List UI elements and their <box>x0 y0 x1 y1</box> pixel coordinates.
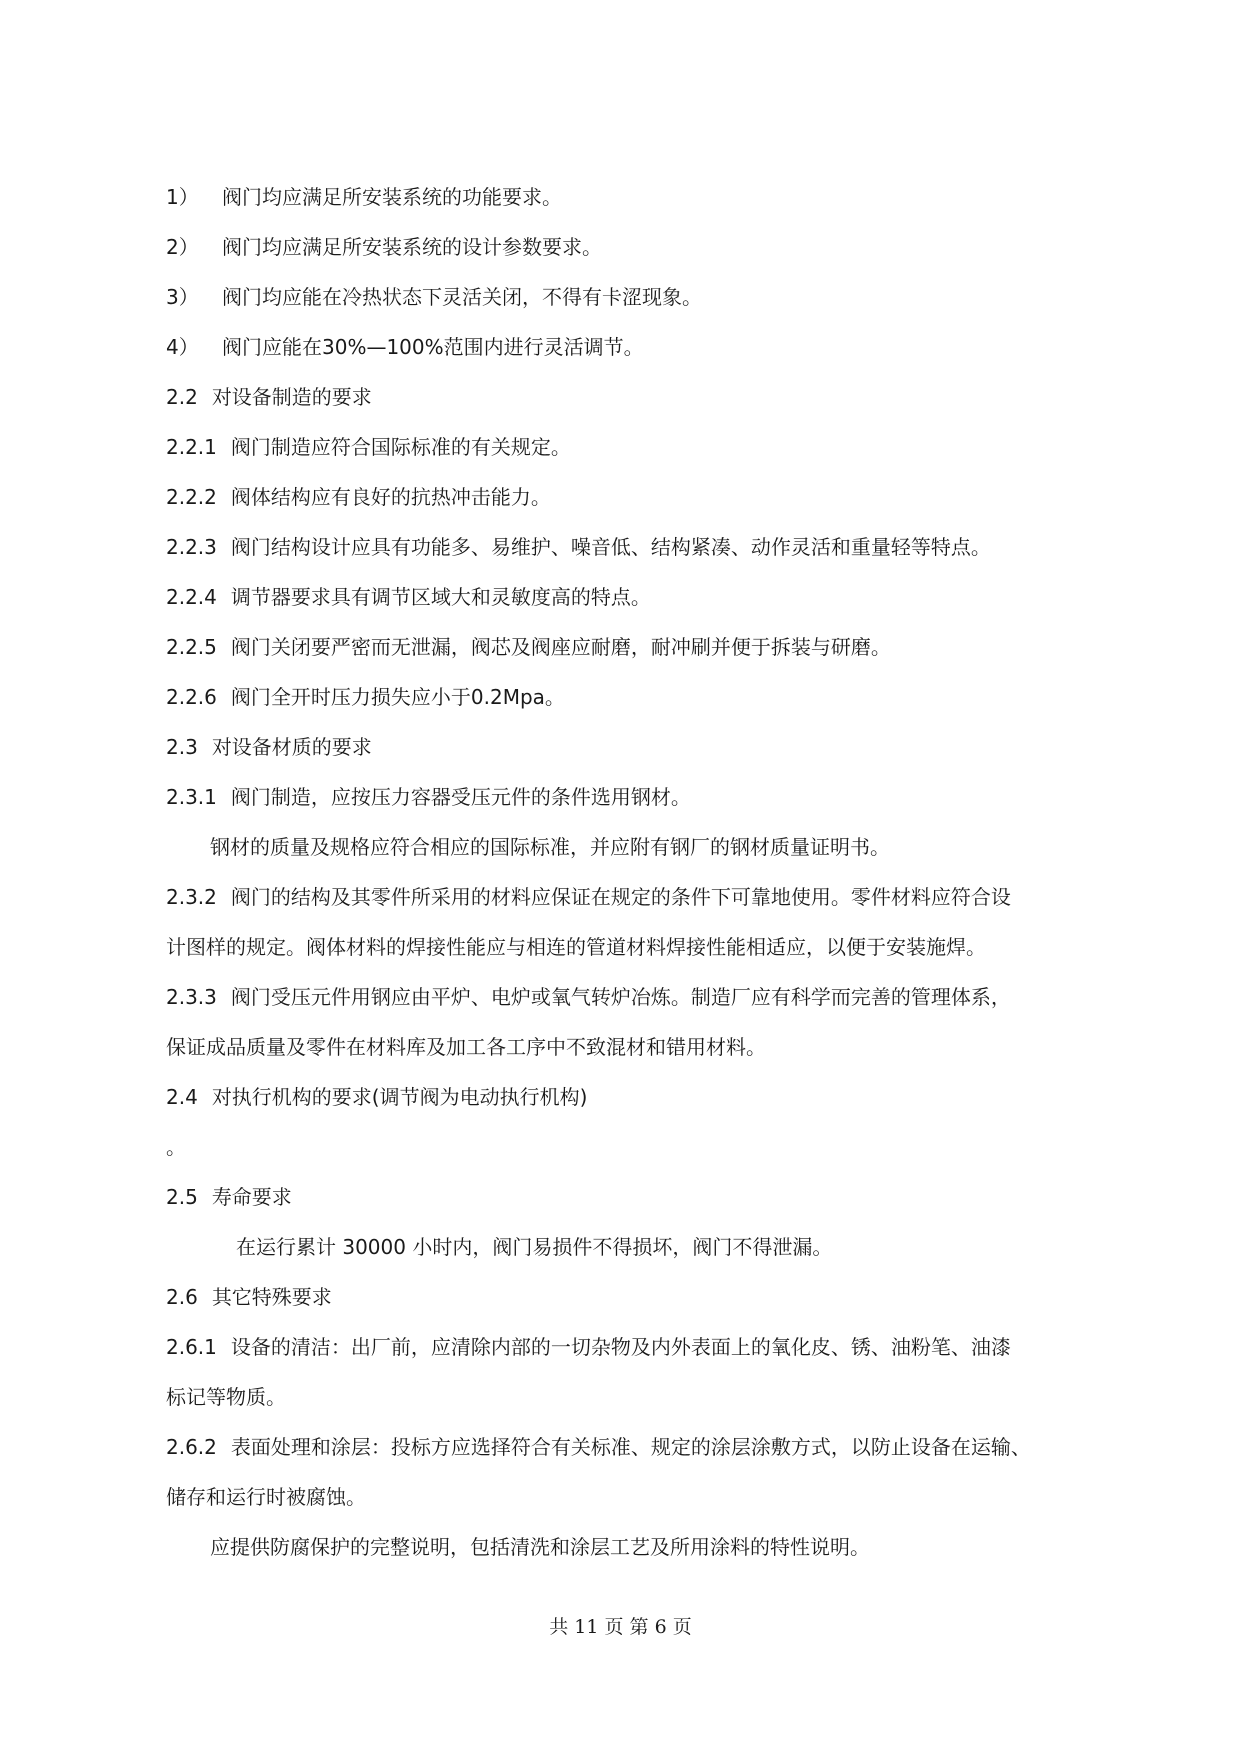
section-heading <box>166 372 1091 422</box>
section-number: 2.6 <box>166 1285 198 1309</box>
clause-text: 表面处理和涂层：投标方应选择符合有关标准、规定的涂层涂敷方式，以防止设备在运输、 <box>230 1435 1031 1459</box>
clause-continuation <box>166 1022 1091 1072</box>
clause-text: 阀门制造应符合国际标准的有关规定。 <box>230 435 571 459</box>
list-item <box>166 272 1091 322</box>
clause-text: 调节器要求具有调节区域大和灵敏度高的特点。 <box>230 585 651 609</box>
clause-text: 阀门全开时压力损失应小于0.2Mpa。 <box>230 685 565 709</box>
clause-number: 2.2.1 <box>166 435 217 459</box>
section-title: 对设备制造的要求 <box>211 385 372 409</box>
clause-text: 计图样的规定。阀体材料的焊接性能应与相连的管道材料焊接性能相适应，以便于安装施焊。 <box>166 935 986 959</box>
paragraph-line <box>166 1222 1091 1272</box>
clause <box>166 472 1091 522</box>
section-title: 对设备材质的要求 <box>211 735 372 759</box>
list-number: 2） <box>166 235 199 259</box>
clause-text: 储存和运行时被腐蚀。 <box>166 1485 366 1509</box>
clause-text: 阀体结构应有良好的抗热冲击能力。 <box>230 485 551 509</box>
clause <box>166 972 1091 1022</box>
list-text: 阀门均应满足所安装系统的设计参数要求。 <box>222 235 602 259</box>
clause <box>166 422 1091 472</box>
section-heading <box>166 1072 1091 1122</box>
section-number: 2.2 <box>166 385 198 409</box>
list-number: 4） <box>166 335 199 359</box>
clause-number: 2.2.3 <box>166 535 217 559</box>
list-item <box>166 172 1091 222</box>
section-heading <box>166 1172 1091 1222</box>
list-number: 3） <box>166 285 199 309</box>
clause-text: 保证成品质量及零件在材料库及加工各工序中不致混材和错用材料。 <box>166 1035 766 1059</box>
list-item <box>166 322 1091 372</box>
clause-continuation <box>166 922 1091 972</box>
paragraph-line <box>166 1122 1091 1172</box>
clause-number: 2.3.2 <box>166 885 217 909</box>
clause-continuation <box>166 1372 1091 1422</box>
paragraph-text: 。 <box>166 1135 186 1159</box>
clause-text: 标记等物质。 <box>166 1385 286 1409</box>
clause-continuation <box>166 1472 1091 1522</box>
page-footer: 共 11 页 第 6 页 <box>549 1616 692 1638</box>
list-text: 阀门均应能在冷热状态下灵活关闭，不得有卡涩现象。 <box>222 285 702 309</box>
clause <box>166 622 1091 672</box>
clause <box>166 1322 1091 1372</box>
clause-text: 阀门关闭要严密而无泄漏，阀芯及阀座应耐磨，耐冲刷并便于拆装与研磨。 <box>230 635 891 659</box>
clause <box>166 772 1091 822</box>
section-heading <box>166 722 1091 772</box>
clause-number: 2.6.1 <box>166 1335 217 1359</box>
clause-number: 2.2.4 <box>166 585 217 609</box>
clause <box>166 1422 1091 1472</box>
paragraph-line <box>166 822 1091 872</box>
list-text: 阀门均应满足所安装系统的功能要求。 <box>222 185 562 209</box>
paragraph-text: 应提供防腐保护的完整说明，包括清洗和涂层工艺及所用涂料的特性说明。 <box>210 1535 870 1559</box>
document-body <box>166 172 1091 1572</box>
clause-number: 2.3.1 <box>166 785 217 809</box>
paragraph-line <box>166 1522 1091 1572</box>
clause-text: 阀门制造，应按压力容器受压元件的条件选用钢材。 <box>230 785 691 809</box>
section-title: 其它特殊要求 <box>211 1285 332 1309</box>
clause <box>166 572 1091 622</box>
section-number: 2.5 <box>166 1185 198 1209</box>
paragraph-text: 在运行累计 30000 小时内，阀门易损件不得损坏，阀门不得泄漏。 <box>236 1235 833 1259</box>
clause-text: 设备的清洁：出厂前，应清除内部的一切杂物及内外表面上的氧化皮、锈、油粉笔、油漆 <box>230 1335 1011 1359</box>
section-number: 2.4 <box>166 1085 198 1109</box>
clause-text: 阀门受压元件用钢应由平炉、电炉或氧气转炉冶炼。制造厂应有科学而完善的管理体系， <box>230 985 1011 1009</box>
clause-number: 2.2.5 <box>166 635 217 659</box>
clause <box>166 672 1091 722</box>
paragraph-text: 钢材的质量及规格应符合相应的国际标准，并应附有钢厂的钢材质量证明书。 <box>210 835 890 859</box>
section-heading <box>166 1272 1091 1322</box>
section-title: 寿命要求 <box>211 1185 292 1209</box>
clause <box>166 872 1091 922</box>
list-number: 1） <box>166 185 199 209</box>
clause-number: 2.6.2 <box>166 1435 217 1459</box>
clause-number: 2.3.3 <box>166 985 217 1009</box>
list-text: 阀门应能在30%—100%范围内进行灵活调节。 <box>222 335 644 359</box>
section-title: 对执行机构的要求(调节阀为电动执行机构) <box>211 1085 588 1109</box>
clause-number: 2.2.2 <box>166 485 217 509</box>
clause <box>166 522 1091 572</box>
section-number: 2.3 <box>166 735 198 759</box>
clause-number: 2.2.6 <box>166 685 217 709</box>
list-item <box>166 222 1091 272</box>
clause-text: 阀门的结构及其零件所采用的材料应保证在规定的条件下可靠地使用。零件材料应符合设 <box>230 885 1011 909</box>
clause-text: 阀门结构设计应具有功能多、易维护、噪音低、结构紧凑、动作灵活和重量轻等特点。 <box>230 535 991 559</box>
